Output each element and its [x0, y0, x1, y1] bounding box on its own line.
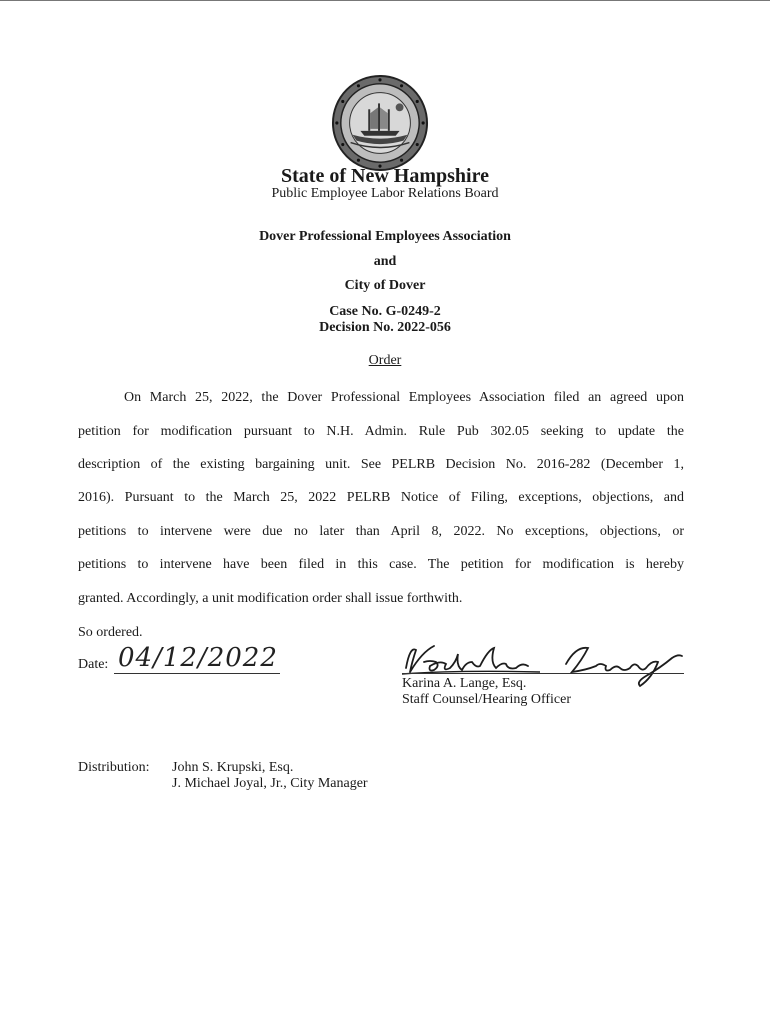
body-line: On March 25, 2022, the Dover Professional Employees Association filed an agreed upon	[124, 390, 684, 405]
state-title: State of New Hampshire	[281, 165, 489, 187]
top-border	[0, 0, 770, 1]
body-line: granted. Accordingly, a unit modification order shall issue forthwith.	[78, 591, 463, 606]
state-seal-icon	[331, 74, 429, 172]
body-line: petitions to intervene were due no later than April 8, 2022. No exceptions, objections, or	[78, 524, 684, 539]
board-name: Public Employee Labor Relations Board	[271, 186, 499, 201]
handwritten-date	[114, 640, 289, 676]
body-line: petition for modification pursuant to N.H. Admin. Rule Pub 302.05 seeking to update the	[78, 424, 684, 439]
distribution-label: Distribution:	[78, 760, 150, 775]
party-two: City of Dover	[344, 278, 426, 293]
so-ordered: So ordered.	[78, 625, 143, 640]
body-line: petitions to intervene have been filed in this case. The petition for modification is hereby	[78, 557, 684, 572]
decision-number: Decision No. 2022-056	[319, 320, 451, 335]
date-value: 04/12/2022	[118, 643, 278, 673]
date-label: Date:	[78, 657, 109, 672]
order-heading: Order	[368, 353, 402, 368]
party-one: Dover Professional Employees Association	[259, 229, 511, 244]
distribution-recipient: John S. Krupski, Esq.	[172, 760, 294, 775]
caption-connector: and	[373, 254, 397, 269]
signature-line	[402, 673, 684, 674]
case-number: Case No. G-0249-2	[329, 304, 441, 319]
body-line: 2016). Pursuant to the March 25, 2022 PELRB Notice of Filing, exceptions, objections, and	[78, 490, 684, 505]
distribution-recipient: J. Michael Joyal, Jr., City Manager	[172, 776, 368, 791]
date-underline	[114, 673, 280, 674]
signer-name: Karina A. Lange, Esq.	[402, 676, 527, 691]
signer-title: Staff Counsel/Hearing Officer	[402, 692, 571, 707]
body-line: description of the existing bargaining unit. See PELRB Decision No. 2016-282 (December 1,	[78, 457, 684, 472]
